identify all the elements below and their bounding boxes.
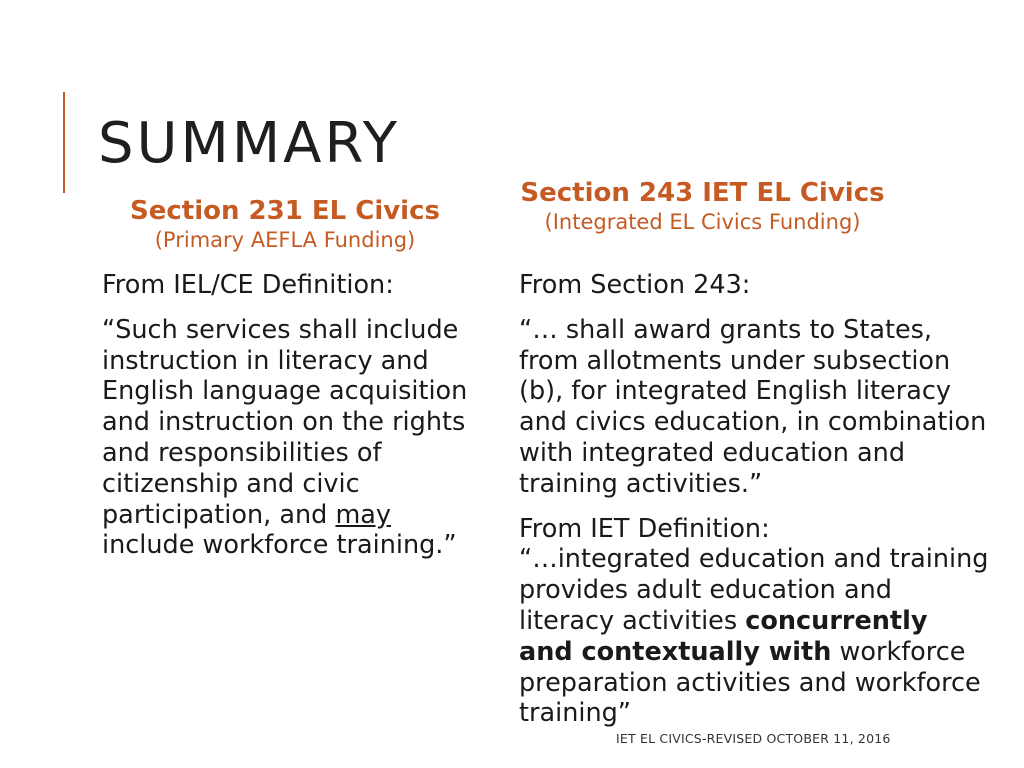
right-subheading: (Integrated EL Civics Funding) [544, 210, 861, 234]
left-column-body [102, 270, 487, 575]
right-quote-text-2: for integrated English literacy and civics education, [519, 376, 951, 438]
iet-quote [519, 544, 989, 729]
iet-quote-text-3: workforce preparation activities [519, 636, 966, 698]
right-column-header [515, 177, 890, 235]
left-intro: From IEL/CE Definition: [102, 270, 394, 300]
right-quote-text-3: in combination with integrated education and training activities.” [519, 407, 987, 499]
right-heading: Section 243 IET EL Civics [520, 178, 885, 208]
iet-intro: From IET Definition: [519, 513, 770, 544]
right-quote [519, 315, 989, 500]
title-accent-bar [63, 92, 65, 193]
right-quote-text-1: “… shall award grants to States, from allotments under subsection (b), [519, 314, 951, 407]
left-quote [102, 315, 487, 561]
iet-quote-text-2: adult education and literacy activities [519, 575, 892, 636]
right-intro: From Section 243: [519, 270, 751, 300]
left-heading: Section 231 EL Civics [130, 196, 440, 226]
left-quote-text-3: instruction on the rights and responsibilities of citizenship and civic participation, and [102, 407, 466, 530]
iet-quote-text-1: “…integrated education and training provides [519, 544, 989, 606]
iet-quote-text-4: and workforce training” [519, 667, 981, 729]
slide-title: SUMMARY [98, 111, 401, 176]
left-quote-underlined: may [335, 499, 391, 530]
left-subheading: (Primary AEFLA Funding) [154, 228, 416, 252]
slide-footer: IET EL CIVICS-REVISED OCTOBER 11, 2016 [616, 731, 891, 746]
left-column-header [100, 195, 470, 253]
iet-quote-bold: concurrently and contextually with [519, 605, 928, 667]
iet-quote-space [831, 637, 839, 667]
right-column-body [519, 270, 989, 743]
left-quote-text-1: “Such services shall include [102, 314, 459, 345]
left-quote-text-2: instruction in literacy and English language acquisition and [102, 345, 468, 438]
left-quote-text-4: include workforce training.” [102, 530, 457, 561]
